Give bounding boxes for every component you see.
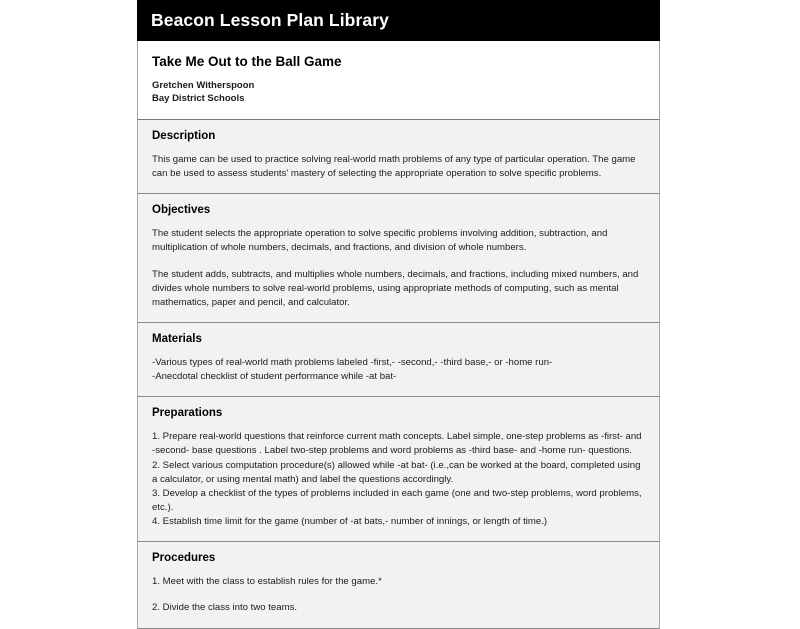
paragraph: The student adds, subtracts, and multiplies whole numbers, decimals, and fractions, including mixed numbers, and divides whole numbers to solve real-world problems, using appropriate methods of computing, such as mental mathematics, paper and pencil, and calculator.: [152, 268, 639, 308]
section-heading-description: Description: [152, 130, 216, 143]
paragraph: The student selects the appropriate operation to solve specific problems involving addition, subtraction, and multiplication of whole numbers, decimals, and fractions, and division of whole numbers.: [152, 228, 608, 254]
page-title: Take Me Out to the Ball Game: [152, 54, 342, 69]
list-item: -Various types of real-world math problems labeled -first,- -second,- -third base,- or -home run-: [152, 356, 553, 368]
list-item: 2. Divide the class into two teams.: [152, 602, 298, 614]
section-heading-procedures: Procedures: [152, 552, 216, 565]
section-body-objectives: [152, 227, 645, 310]
list-item: 3. Develop a checklist of the types of problems included in each game (one and two-step problems, word problems, etc.).: [152, 487, 642, 514]
lesson-title-block: [137, 41, 660, 120]
section-heading-preparations: Preparations: [152, 407, 223, 420]
section-body-procedures: [152, 575, 645, 615]
list-item: 1. Prepare real-world questions that reinforce current math concepts. Label simple, one-step problems as -first- and -second- base questions . Label two-step problems and word problems as -third base- and -home run- questions.: [152, 431, 642, 457]
section-preparations: [137, 397, 660, 542]
list-item: 1. Meet with the class to establish rules for the game.*: [152, 576, 382, 588]
section-heading-materials: Materials: [152, 333, 202, 346]
section-description: [137, 120, 660, 194]
list-item: -Anecdotal checklist of student performance while -at bat-: [152, 371, 397, 383]
section-heading-objectives: Objectives: [152, 204, 211, 217]
site-masthead: [137, 0, 660, 41]
list-item: 4. Establish time limit for the game (number of -at bats,- number of innings, or length of time.): [152, 516, 548, 528]
section-objectives: [137, 194, 660, 323]
section-procedures: [137, 542, 660, 628]
site-title: Beacon Lesson Plan Library: [151, 9, 389, 30]
section-body-materials: [152, 356, 645, 384]
paragraph: This game can be used to practice solving real-world math problems of any type of particular operation. The game can be used to assess students' mastery of selecting the appropriate operation to solve specific problems.: [152, 154, 636, 180]
lesson-organization: Bay District Schools: [152, 92, 245, 104]
lesson-plan-page: [137, 0, 660, 614]
section-materials: [137, 323, 660, 397]
list-item: 2. Select various computation procedure(s) allowed while -at bat- (i.e.,can be worked at the board, completed using a calculator, or using mental math) and label the questions accordingly.: [152, 459, 641, 485]
lesson-author: Gretchen Witherspoon: [152, 80, 255, 92]
section-body-preparations: [152, 430, 645, 529]
section-body-description: [152, 153, 645, 181]
